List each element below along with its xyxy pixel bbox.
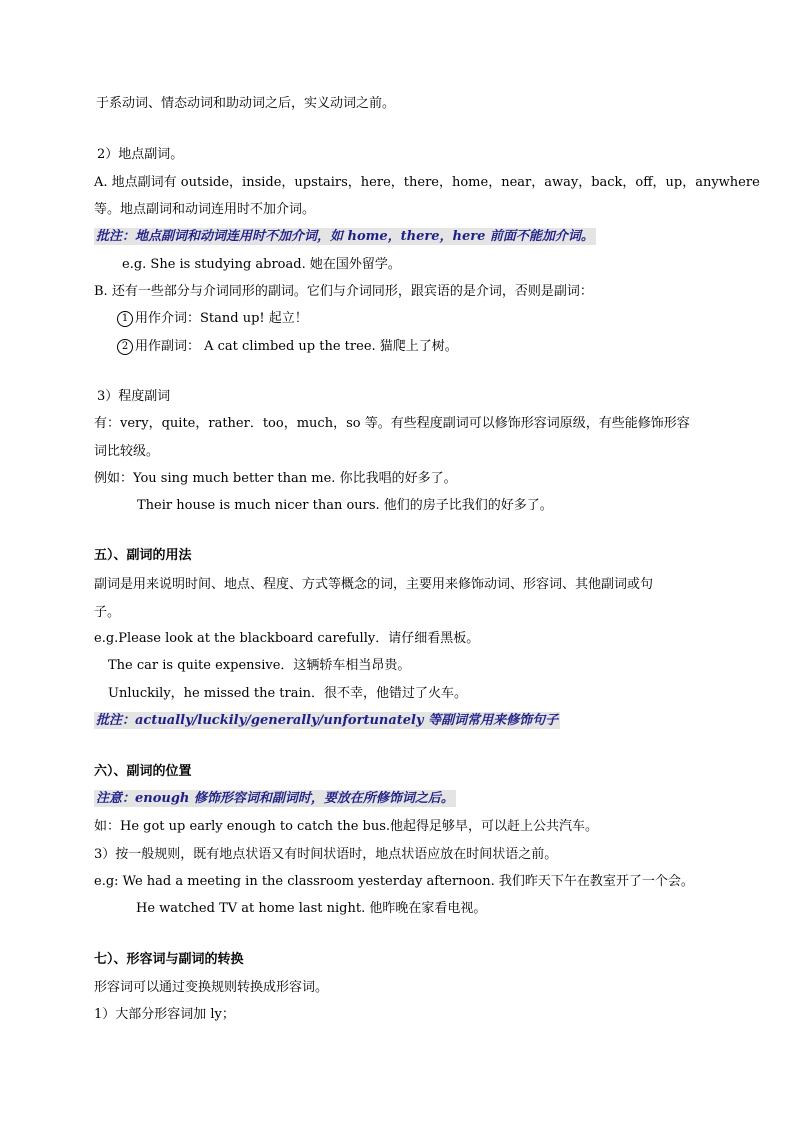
paragraph-line: 有：very，quite，rather．too，much，so 等。有些程度副词可以修饰形容词原级，有些能修饰形容 (94, 416, 690, 431)
paragraph-line: 等。地点副词和动词连用时不加介词。 (94, 202, 316, 217)
paragraph-line: 词比较级。 (94, 444, 160, 459)
paragraph-line: 副词是用来说明时间、地点、程度、方式等概念的词，主要用来修饰动词、形容词、其他副词或句 (94, 577, 654, 592)
list-item-text: 用作介词：Stand up! 起立！ (135, 311, 308, 326)
section-heading-usage: 五）、副词的用法 (94, 548, 192, 563)
paragraph-line: 于系动词、情态动词和助动词之后，实义动词之前。 (96, 96, 396, 111)
list-item (117, 310, 308, 328)
example-sentence: Their house is much nicer than ours. 他们的房子比我们的好多了。 (137, 498, 553, 513)
paragraph-line: A. 地点副词有 outside，inside，upstairs，here，there，home，near，away，back，off，up，anywhere (94, 175, 760, 190)
paragraph-line: 1）大部分形容词加 ly； (94, 1007, 235, 1022)
paragraph-line: 子。 (94, 605, 121, 620)
section-title-place-adverbs: 2）地点副词。 (97, 147, 184, 162)
circled-number: 1 (117, 311, 133, 327)
example-sentence: The car is quite expensive．这辆轿车相当昂贵。 (108, 658, 411, 673)
list-item (117, 338, 458, 356)
section-heading-conversion: 七）、形容词与副词的转换 (94, 952, 244, 967)
section-title-degree-adverbs: 3）程度副词 (97, 389, 171, 404)
example-sentence: e.g.Please look at the blackboard carefully．请仔细看黑板。 (94, 631, 480, 646)
paragraph-line: 形容词可以通过变换规则转换成形容词。 (94, 980, 329, 995)
example-sentence: Unluckily，he missed the train．很不幸，他错过了火车。 (108, 686, 467, 701)
paragraph-line: B. 还有一些部分与介词同形的副词。它们与介词同形，跟宾语的是介词，否则是副词： (94, 284, 593, 299)
circled-number: 2 (117, 339, 133, 355)
example-sentence: e.g: We had a meeting in the classroom yesterday afternoon. 我们昨天下午在教室开了一个会。 (94, 874, 694, 889)
example-sentence: 例如：You sing much better than me. 你比我唱的好多了。 (94, 471, 457, 486)
list-item-text: 用作副词： A cat climbed up the tree. 猫爬上了树。 (135, 339, 458, 354)
section-heading-position: 六）、副词的位置 (94, 764, 192, 779)
annotation-note: 批注：地点副词和动词连用时不加介词，如 home，there，here 前面不能加介词。 (96, 229, 594, 244)
example-sentence: He watched TV at home last night. 他昨晚在家看电视。 (136, 901, 487, 916)
paragraph-line: 3）按一般规则，既有地点状语又有时间状语时，地点状语应放在时间状语之前。 (94, 847, 558, 862)
annotation-note: 批注：actually/luckily/generally/unfortunately 等副词常用来修饰句子 (96, 713, 559, 728)
example-sentence: e.g. She is studying abroad. 她在国外留学。 (122, 257, 401, 272)
annotation-note: 注意：enough 修饰形容词和副词时，要放在所修饰词之后。 (96, 791, 454, 806)
example-sentence: 如：He got up early enough to catch the bus.他起得足够早，可以赶上公共汽车。 (94, 819, 599, 834)
